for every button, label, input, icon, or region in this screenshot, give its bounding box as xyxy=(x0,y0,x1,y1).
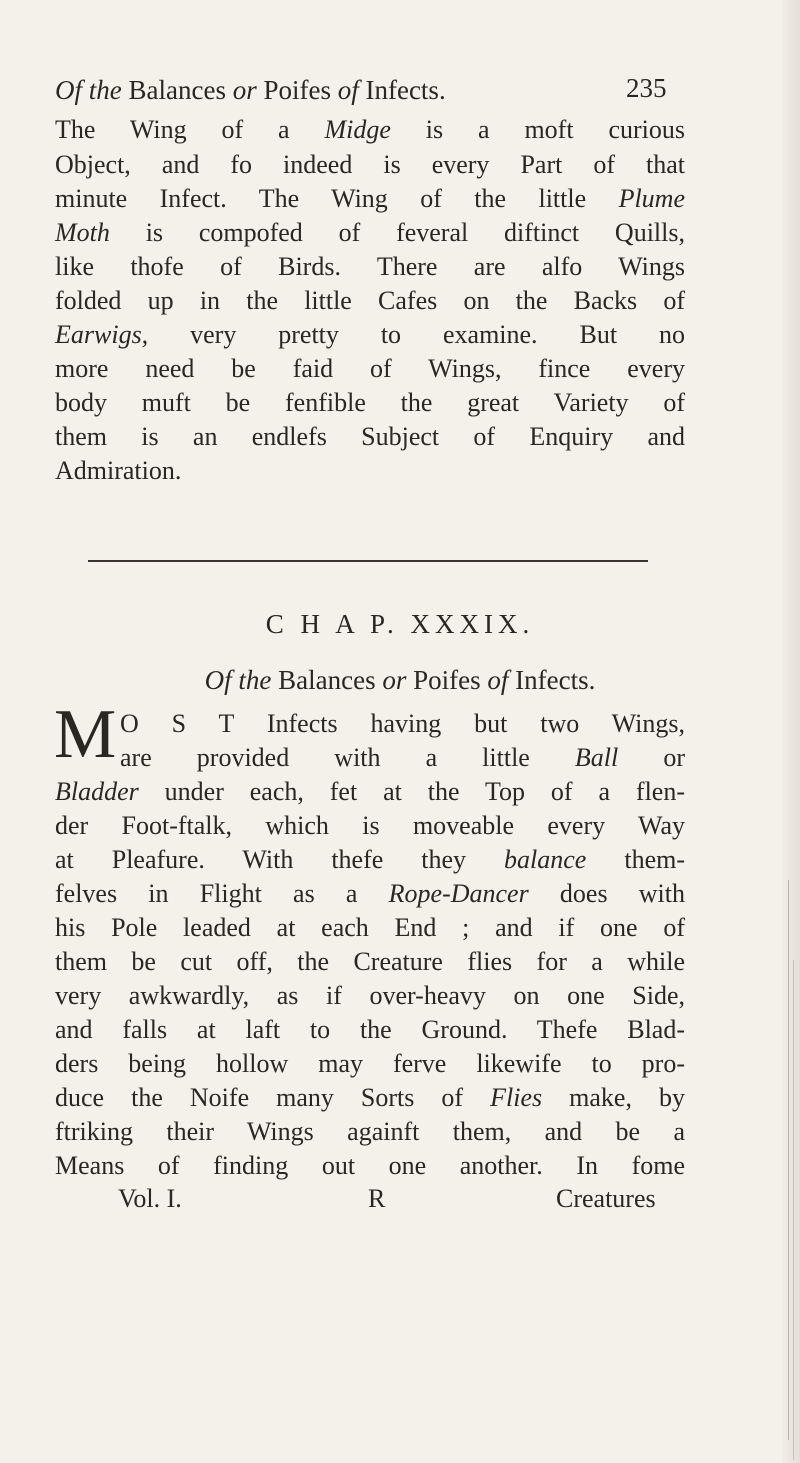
chapter-subtitle: Of the Balances or Poifes of Infects. xyxy=(204,665,596,695)
paragraph1-line: Moth is compofed of feveral diftinct Quills, xyxy=(55,218,685,247)
page-number: 235 xyxy=(626,73,667,103)
running-head-of: of xyxy=(337,75,359,105)
footer-signature-mark: R xyxy=(368,1184,386,1213)
running-head-of-the: Of the xyxy=(55,75,122,105)
paragraph2-line: duce the Noife many Sorts of Flies make, by xyxy=(55,1083,685,1112)
paragraph2-line: ders being hollow may ferve likewife to pro- xyxy=(55,1049,685,1078)
paragraph1-line: minute Infect. The Wing of the little Plume xyxy=(55,184,685,213)
paragraph1-line: them is an endlefs Subject of Enquiry and xyxy=(55,422,685,451)
paragraph2-line: them be cut off, the Creature flies for a while xyxy=(55,947,685,976)
paragraph1-line: body muft be fenfible the great Variety of xyxy=(55,388,685,417)
paragraph1-line: like thofe of Birds. There are alfo Wings xyxy=(55,252,685,281)
paragraph1-line: Earwigs, very pretty to examine. But no xyxy=(55,320,685,349)
paragraph2-line: O S T Infects having but two Wings, xyxy=(120,709,685,738)
running-head xyxy=(55,74,685,106)
drop-cap: M xyxy=(54,696,117,773)
chapter-title: C H A P. XXXIX. xyxy=(265,609,535,639)
paragraph2-line: der Foot-ftalk, which is moveable every Way xyxy=(55,811,685,840)
paragraph1-line: folded up in the little Cafes on the Backs of xyxy=(55,286,685,315)
footer-volume: Vol. I. xyxy=(118,1184,182,1213)
footer-catchword: Creatures xyxy=(556,1184,656,1213)
paragraph2-line: very awkwardly, as if over-heavy on one Side, xyxy=(55,981,685,1010)
paragraph2-line: and falls at laft to the Ground. Thefe Blad- xyxy=(55,1015,685,1044)
paragraph2-line: are provided with a little Ball or xyxy=(120,743,685,772)
paragraph1-line: The Wing of a Midge is a moft curious xyxy=(55,115,686,144)
paragraph2-line: Means of finding out one another. In fome xyxy=(55,1151,685,1180)
paragraph2-line: ftriking their Wings againft them, and be a xyxy=(55,1117,685,1146)
running-head-or: or xyxy=(232,75,257,105)
paragraph2-line: at Pleafure. With thefe they balance them- xyxy=(55,845,685,874)
paragraph1-line: Admiration. xyxy=(55,456,182,485)
paragraph1-line: Object, and fo indeed is every Part of that xyxy=(55,150,685,179)
page-edge xyxy=(782,0,800,1463)
running-head-balances: Balances xyxy=(121,75,233,105)
paragraph2-line: his Pole leaded at each End ; and if one of xyxy=(55,913,685,942)
section-divider-rule xyxy=(88,560,648,562)
paragraph2-line: Bladder under each, fet at the Top of a flen- xyxy=(55,777,685,806)
running-head-infects: Infects. xyxy=(358,75,446,105)
running-head-poifes: Poifes xyxy=(256,75,338,105)
paragraph1-line: more need be faid of Wings, fince every xyxy=(55,354,685,383)
paragraph2-line: felves in Flight as a Rope-Dancer does with xyxy=(55,879,685,908)
